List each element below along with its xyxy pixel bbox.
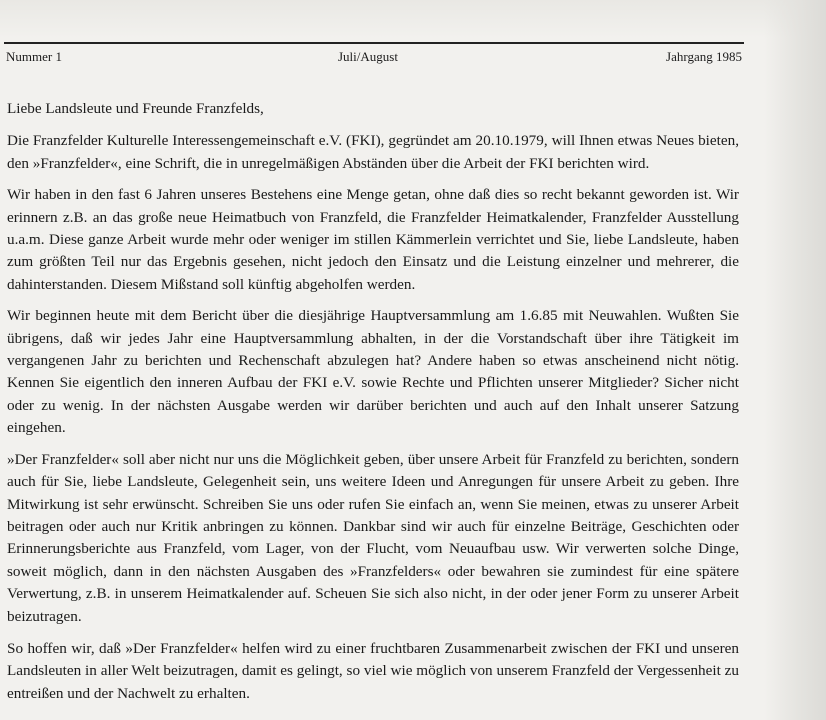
scan-bleed-top [0, 0, 826, 38]
header-rule [4, 42, 744, 44]
paragraph-participation: »Der Franzfelder« soll aber nicht nur uns die Möglichkeit geben, über unsere Arbeit für Franzfeld zu berichten, sondern auch für Sie, liebe Landsleute, Gelegenheit sein, uns weitere Ideen und Anregungen für unsere Arbeit zu geben. Ihre Mitwirkung ist sehr erwünscht. Schreiben Sie uns oder rufen Sie einfach an, wenn Sie meinen, etwas zu unserer Arbeit beitragen oder auch nur Kritik anbringen zu können. Dankbar sind wir auch für einzelne Beiträge, Geschichten oder Erinnerungsberichte aus Franzfeld, vom Lager, von der Flucht, vom Neuaufbau usw. Wir verwerten solche Dinge, soweit möglich, dann in den nächsten Ausgaben des »Franzfelders« oder bewahren sie zumindest für eine spätere Verwertung, z.B. in unserem Heimatkalender auf. Scheuen Sie sich also nicht, in der oder jener Form zu unserer Arbeit beizutragen. [7, 450, 739, 625]
letter-body [7, 98, 739, 714]
masthead [6, 47, 742, 69]
volume-year: Jahrgang 1985 [666, 49, 742, 64]
paragraph-closing: So hoffen wir, daß »Der Franzfelder« helfen wird zu einer fruchtbaren Zusammenarbeit zwischen der FKI und unseren Landsleuten in aller Welt beizutragen, damit es gelingt, so viel wie möglich von unserem Franzfeld der Vergessenheit zu entreißen und der Nachwelt zu erhalten. [7, 639, 739, 702]
paragraph-history: Wir haben in den fast 6 Jahren unseres Bestehens eine Menge getan, ohne daß dies so recht bekannt geworden ist. Wir erinnern z.B. an das große neue Heimatbuch von Franzfeld, die Franzfelder Heimatkalender, Franzfelder Ausstellung u.a.m. Diese ganze Arbeit wurde mehr oder weniger im stillen Kämmerlein verrichtet und Sie, liebe Landsleute, haben zum größten Teil nur das Ergebnis gesehen, nicht jedoch den Einsatz und die Leistung einzelner und mehrerer, die dahinterstanden. Diesem Mißstand soll künftig abgeholfen werden. [7, 186, 739, 293]
scan-bleed-right [764, 0, 826, 720]
paragraph-intro: Die Franzfelder Kulturelle Interessengemeinschaft e.V. (FKI), gegründet am 20.10.1979, will Ihnen etwas Neues bieten, den »Franzfelder«, eine Schrift, die in unregelmäßigen Abständen über die Arbeit der FKI berichten wird. [7, 132, 739, 172]
salutation: Liebe Landsleute und Freunde Franzfelds, [7, 100, 264, 117]
paragraph-meeting: Wir beginnen heute mit dem Bericht über die diesjährige Hauptversammlung am 1.6.85 mit Neuwahlen. Wußten Sie übrigens, daß wir jedes Jahr eine Hauptversammlung abhalten, in der die Vorstandschaft über ihre Tätigkeit im vergangenen Jahr zu berichten und Rechenschaft abzulegen hat? Andere haben so etwas anscheinend nicht nötig. Kennen Sie eigentlich den inneren Aufbau der FKI e.V. sowie Rechte und Pflichten unserer Mitglieder? Sicher nicht oder zu wenig. In der nächsten Ausgabe werden wir darüber berichten und auch auf den Inhalt unserer Satzung eingehen. [7, 307, 739, 437]
issue-number: Nummer 1 [6, 49, 62, 64]
issue-date: Juli/August [338, 49, 398, 64]
